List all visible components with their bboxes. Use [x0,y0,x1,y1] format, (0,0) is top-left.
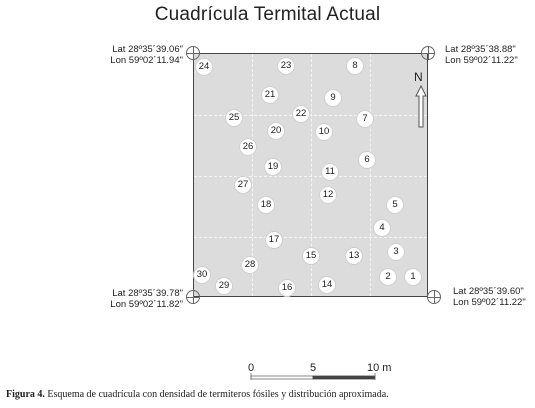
termite-mound: 1 [404,268,422,286]
termite-mound: 12 [319,186,337,204]
figure-caption [6,389,389,400]
termite-mound: 5 [386,196,404,214]
coord-lon: Lon 59º02´11.82" [110,299,183,310]
termite-mound: 2 [379,268,397,286]
termite-mound: 29 [215,277,233,295]
scale-label-10: 10 m [367,362,392,374]
scale-label-5: 5 [310,362,317,374]
termite-mound: 25 [225,109,243,127]
termite-mound: 6 [358,151,376,169]
termite-mound: 10 [315,123,333,141]
coord-lat: Lat 28º35´39.60" [453,286,524,297]
coord-top-right [445,44,518,66]
termite-mound: 20 [267,122,285,140]
termite-mound: 11 [321,163,339,181]
diagram-title: Cuadrícula Termital Actual [154,4,381,25]
termite-mound: 28 [241,256,259,274]
termite-mound: 19 [264,158,282,176]
coord-lat: Lat 28º35´39.78" [112,288,183,299]
termite-mound: 3 [387,243,405,261]
corner-marker-bottom-right [427,290,441,304]
termite-mound: 4 [373,219,391,237]
termite-mound: 7 [356,110,374,128]
termite-mound: 27 [234,176,252,194]
termite-mound: 18 [257,196,275,214]
corner-marker-top-left [186,46,200,60]
termite-mound: 30 [193,266,211,284]
coord-lon: Lon 59º02´11.22" [453,297,526,308]
coord-lat: Lat 28º35´39.06" [112,44,183,55]
coord-top-left [110,44,183,66]
termite-mound: 13 [345,247,363,265]
scale-label-0: 0 [248,362,255,374]
coord-bottom-right [453,286,526,308]
coord-lon: Lon 59º02´11.94" [110,55,183,66]
coord-lat: Lat 28º35´38.88" [445,44,516,55]
north-label: N [414,70,423,84]
grid-line [370,54,371,296]
termite-mound: 15 [302,247,320,265]
termite-mound: 16 [278,279,296,297]
termite-mound: 24 [195,58,213,76]
termite-mound: 17 [265,231,283,249]
corner-marker-top-right [421,46,435,60]
termite-mound: 21 [261,86,279,104]
termite-mound: 22 [292,105,310,123]
termite-mound: 9 [324,89,342,107]
termite-mound: 23 [277,57,295,75]
termite-mound: 14 [318,276,336,294]
coord-lon: Lon 59º02´11.22" [445,55,518,66]
termite-mound: 26 [239,138,257,156]
north-arrow [412,70,430,130]
caption-text: Esquema de cuadrícula con densidad de termiteros fósiles y distribución aproximada. [47,389,389,400]
caption-label: Figura 4. [6,389,45,400]
termite-mound: 8 [346,57,364,75]
corner-marker-bottom-left [186,290,200,304]
coord-bottom-left [110,288,183,310]
arrow-icon [412,70,430,130]
